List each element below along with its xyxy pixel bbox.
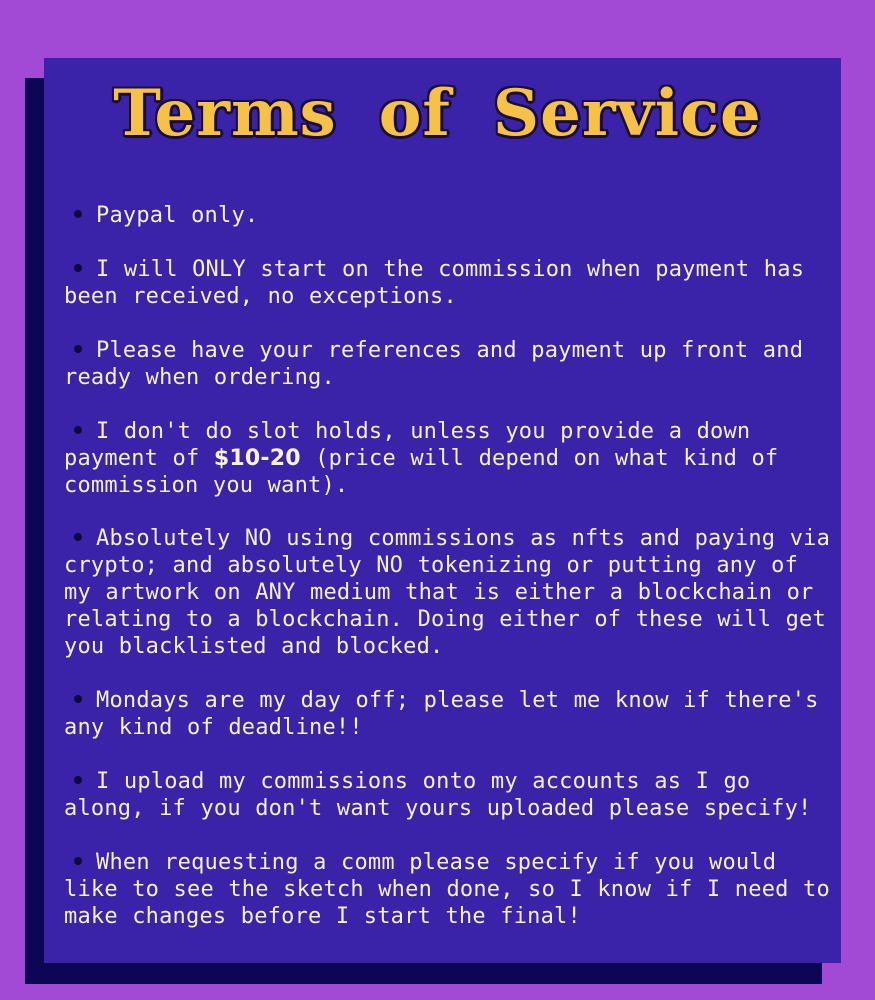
term-text: I will ONLY start on the commission when payment has been received, no exceptions. xyxy=(64,257,805,309)
term-text: I upload my commissions onto my accounts as I go along, if you don't want yours uploaded please specify! xyxy=(64,769,812,821)
bullet-icon xyxy=(74,426,82,434)
term-item-no-nfts xyxy=(64,525,834,660)
term-text: Absolutely NO using commissions as nfts and paying via crypto; and absolutely NO tokenizing or putting any of my artwork on ANY medium that is either a blockchain or relating to a blockchain. Doing either of these will get you blacklisted and blocked. xyxy=(64,526,831,659)
term-item-sketch xyxy=(64,849,834,930)
title-word-terms: Terms xyxy=(113,76,337,151)
bullet-icon xyxy=(74,210,82,218)
term-item-uploads xyxy=(64,768,834,822)
term-item-payment-method xyxy=(64,202,834,229)
title-word-of: of xyxy=(378,76,451,151)
bullet-icon xyxy=(74,776,82,784)
bullet-icon xyxy=(74,264,82,272)
term-item-day-off xyxy=(64,687,834,741)
page-title xyxy=(0,76,875,151)
term-text: Paypal only. xyxy=(96,203,259,228)
down-payment-price: $10-20 xyxy=(213,446,301,471)
term-text-after: (price will depend on what kind of commission you want). xyxy=(64,446,779,498)
bullet-icon xyxy=(74,345,82,353)
term-item-slot-holds xyxy=(64,418,834,499)
term-text: When requesting a comm please specify if you would like to see the sketch when done, so I know if I need to make changes before I start the final! xyxy=(64,850,830,929)
bullet-icon xyxy=(74,533,82,541)
term-item-references xyxy=(64,337,834,391)
terms-panel xyxy=(44,58,841,963)
term-text: Please have your references and payment up front and ready when ordering. xyxy=(64,338,804,390)
bullet-icon xyxy=(74,695,82,703)
term-item-payment-first xyxy=(64,256,834,310)
bullet-icon xyxy=(74,857,82,865)
term-text-before: I don't do slot holds, unless you provide a down payment of xyxy=(64,419,751,471)
term-text: Mondays are my day off; please let me know if there's any kind of deadline!! xyxy=(64,688,819,740)
title-word-service: Service xyxy=(492,76,762,151)
